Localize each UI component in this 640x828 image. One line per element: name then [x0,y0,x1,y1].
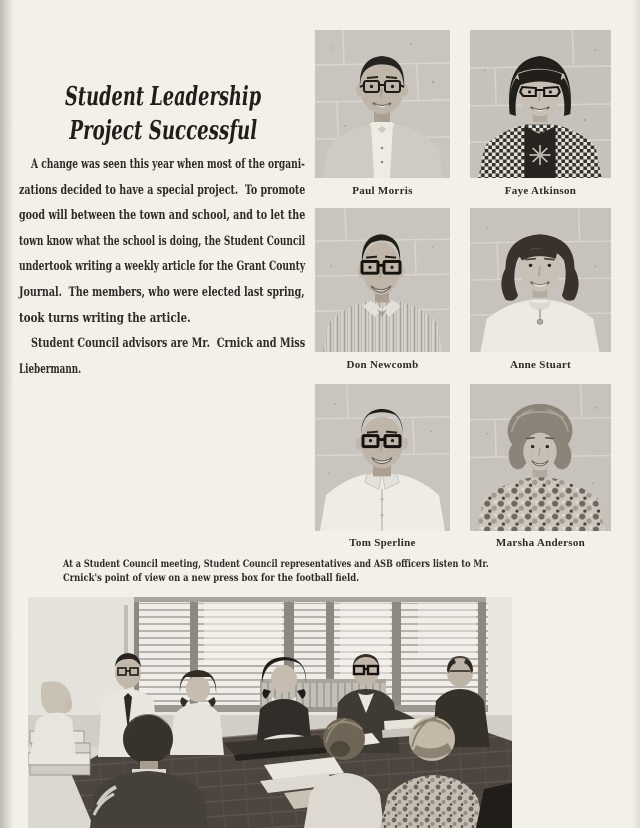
page-edge-shadow [632,0,640,828]
portrait-photo-faye-atkinson [470,30,611,178]
body-line: A change was seen this year when most of the organi- [31,157,305,172]
body-line: zations decided to have a special project. To promote [19,182,306,198]
portrait-label-don-newcomb: Don Newcomb [346,359,419,371]
portrait-label-anne-stuart: Anne Stuart [509,359,572,371]
body-line: good will between the town and school, and to let the [19,208,306,224]
article-body [19,152,305,382]
body-line: Liebermann. [19,361,82,377]
article-title-line2: Project Successful [69,116,257,146]
caption-line1: At a Student Council meeting, Student Council representatives and ASB officers listen to Mr. [63,558,489,570]
portrait-label-marsha-anderson: Marsha Anderson [495,537,586,549]
body-line: Journal. The members, who were elected last spring, [19,284,305,300]
portrait-photo-marsha-anderson [470,384,611,531]
portrait-photo-anne-stuart [470,208,611,352]
portrait-label-paul-morris: Paul Morris [352,185,413,197]
caption-line2: Crnick's point of view on a new press box for the football field. [63,571,360,584]
body-line: undertook writing a weekly article for the Grant County [19,259,306,275]
body-line: took turns writing the article. [19,310,191,326]
portrait-photo-tom-sperline [315,384,450,531]
portrait-label-tom-sperline: Tom Sperline [349,537,416,549]
group-meeting-photo [28,597,512,828]
article-title [20,80,306,148]
binding-edge-shadow [0,0,14,828]
portrait-photo-paul-morris [315,30,450,178]
body-line: Student Council advisors are Mr. Crnick and Miss [31,336,306,352]
group-photo-caption [63,558,489,585]
portrait-label-faye-atkinson: Faye Atkinson [504,185,577,197]
article-title-line1: Student Leadership [65,82,262,112]
body-line: town know what the school is doing, the Student Council [19,233,306,249]
portrait-photo-don-newcomb [315,208,450,352]
